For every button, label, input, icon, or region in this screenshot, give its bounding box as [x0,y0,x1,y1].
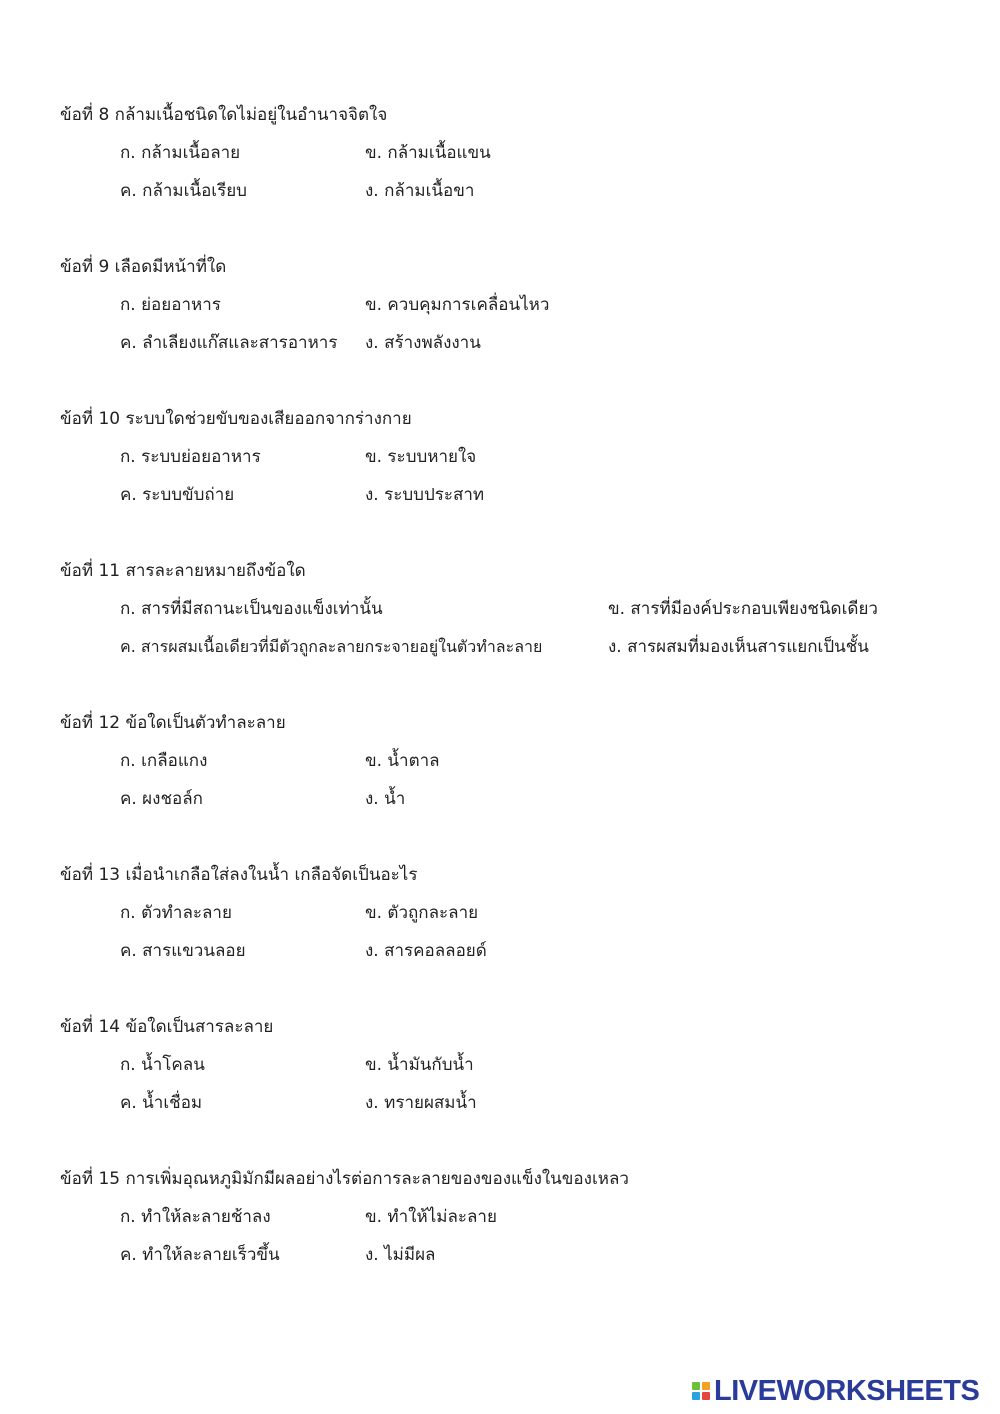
option-d: ง. น้ำ [365,789,406,809]
option-c: ค. สารแขวนลอย [120,941,246,961]
option-c: ค. ระบบขับถ่าย [120,485,235,505]
option-d: ง. ระบบประสาท [365,485,485,505]
option-a: ก. กล้ามเนื้อลาย [120,143,241,163]
option-b: ข. ทำให้ไม่ละลาย [365,1207,497,1227]
question-stem: ข้อที่ 9 เลือดมีหน้าที่ใด [60,257,227,277]
question-stem: ข้อที่ 10 ระบบใดช่วยขับของเสียออกจากร่างกาย [60,409,412,429]
option-d: ง. ไม่มีผล [365,1245,436,1265]
option-c: ค. กล้ามเนื้อเรียบ [120,181,247,201]
logo-text: LIVEWORKSHEETS [714,1374,980,1407]
logo-square-red [702,1392,710,1400]
option-b: ข. ตัวถูกละลาย [365,903,479,923]
option-b: ข. สารที่มีองค์ประกอบเพียงชนิดเดียว [608,599,878,619]
option-b: ข. ระบบหายใจ [365,447,477,467]
option-b: ข. ควบคุมการเคลื่อนไหว [365,295,550,315]
option-c: ค. น้ำเชื่อม [120,1093,203,1113]
option-c: ค. ผงชอล์ก [120,789,203,809]
option-c: ค. สารผสมเนื้อเดียวที่มีตัวถูกละลายกระจายอยู่ในตัวทำละลาย [120,637,543,656]
option-c: ค. ทำให้ละลายเร็วขึ้น [120,1245,280,1265]
question-stem: ข้อที่ 15 การเพิ่มอุณหภูมิมักมีผลอย่างไรต่อการละลายของของแข็งในของเหลว [60,1169,629,1189]
question-stem: ข้อที่ 8 กล้ามเนื้อชนิดใดไม่อยู่ในอำนาจจิตใจ [60,105,388,125]
option-a: ก. ตัวทำละลาย [120,903,232,923]
logo-mark-icon [692,1382,710,1400]
question-stem: ข้อที่ 12 ข้อใดเป็นตัวทำละลาย [60,713,286,733]
question-stem: ข้อที่ 11 สารละลายหมายถึงข้อใด [60,561,306,581]
option-b: ข. กล้ามเนื้อแขน [365,143,491,163]
option-b: ข. น้ำมันกับน้ำ [365,1055,474,1075]
logo-square-blue [692,1392,700,1400]
option-d: ง. สารผสมที่มองเห็นสารแยกเป็นชั้น [608,637,869,657]
option-a: ก. เกลือแกง [120,751,208,771]
liveworksheets-logo[interactable] [692,1374,980,1407]
option-c: ค. ลำเลียงแก๊สและสารอาหาร [120,333,338,353]
option-d: ง. ทรายผสมน้ำ [365,1093,477,1113]
logo-square-green [692,1382,700,1390]
option-b: ข. น้ำตาล [365,751,440,771]
option-a: ก. ระบบย่อยอาหาร [120,447,261,467]
logo-square-orange [702,1382,710,1390]
question-stem: ข้อที่ 13 เมื่อนำเกลือใส่ลงในน้ำ เกลือจัดเป็นอะไร [60,865,418,885]
option-a: ก. ย่อยอาหาร [120,295,221,315]
option-d: ง. สร้างพลังงาน [365,333,481,353]
option-a: ก. น้ำโคลน [120,1055,205,1075]
question-stem: ข้อที่ 14 ข้อใดเป็นสารละลาย [60,1017,274,1037]
option-a: ก. ทำให้ละลายช้าลง [120,1207,271,1227]
option-d: ง. สารคอลลอยด์ [365,941,487,961]
option-d: ง. กล้ามเนื้อขา [365,181,475,201]
option-a: ก. สารที่มีสถานะเป็นของแข็งเท่านั้น [120,599,383,619]
